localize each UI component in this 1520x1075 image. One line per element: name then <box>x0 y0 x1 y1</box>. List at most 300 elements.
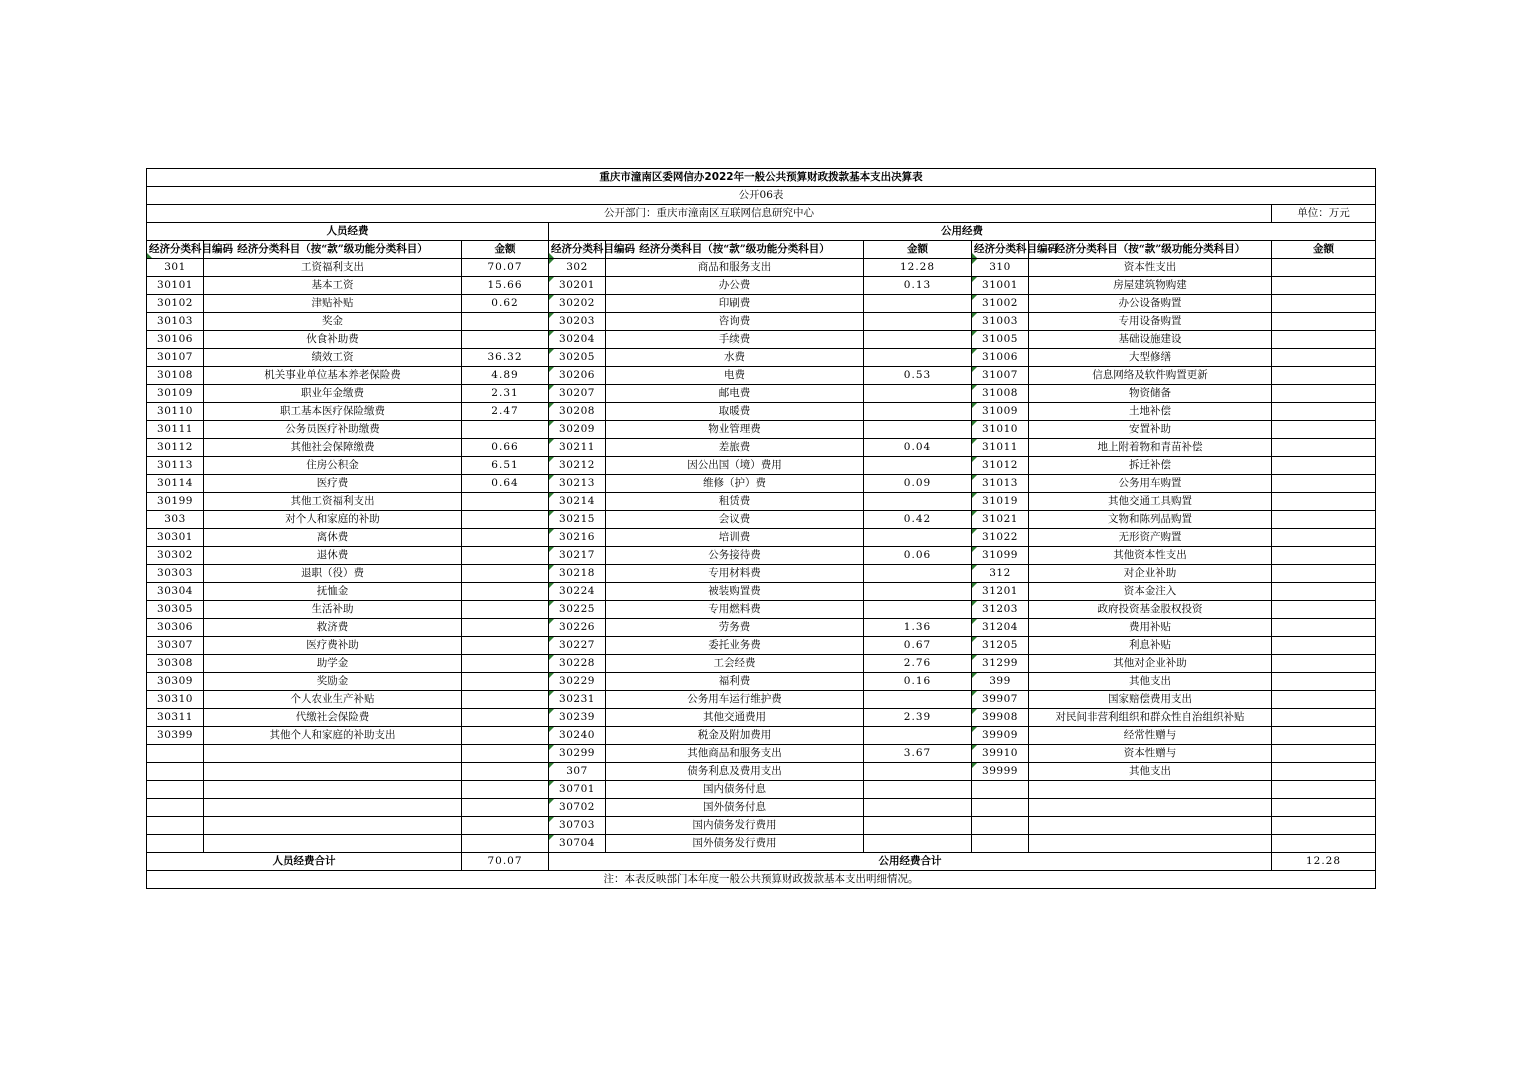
table-row <box>147 817 1376 835</box>
public-total-label: 公用经费合计 <box>549 853 1272 871</box>
amount-cell <box>462 763 549 781</box>
header-code: 经济分类科目编码 <box>549 241 606 259</box>
amount-cell <box>1272 817 1376 835</box>
code-cell: 312 <box>972 565 1029 583</box>
amount-cell <box>1272 583 1376 601</box>
code-cell: 30224 <box>549 583 606 601</box>
code-cell <box>972 835 1029 853</box>
amount-cell <box>462 727 549 745</box>
header-code: 经济分类科目编码 <box>147 241 204 259</box>
table-row <box>147 457 1376 475</box>
name-cell: 商品和服务支出 <box>606 259 864 277</box>
name-cell: 取暖费 <box>606 403 864 421</box>
code-cell: 30311 <box>147 709 204 727</box>
amount-cell <box>462 637 549 655</box>
name-cell: 地上附着物和青苗补偿 <box>1029 439 1272 457</box>
table-row <box>147 493 1376 511</box>
amount-cell <box>1272 457 1376 475</box>
code-cell: 30211 <box>549 439 606 457</box>
code-cell: 30239 <box>549 709 606 727</box>
section-personnel: 人员经费 <box>147 223 549 241</box>
amount-cell: 1.36 <box>864 619 972 637</box>
name-cell: 公务用车购置 <box>1029 475 1272 493</box>
amount-cell <box>462 421 549 439</box>
amount-cell: 0.62 <box>462 295 549 313</box>
code-cell: 31205 <box>972 637 1029 655</box>
code-cell: 31009 <box>972 403 1029 421</box>
code-cell: 31013 <box>972 475 1029 493</box>
code-cell: 30306 <box>147 619 204 637</box>
code-cell: 31021 <box>972 511 1029 529</box>
name-cell: 基础设施建设 <box>1029 331 1272 349</box>
code-cell: 30112 <box>147 439 204 457</box>
code-cell: 30209 <box>549 421 606 439</box>
amount-cell <box>1272 655 1376 673</box>
name-cell <box>204 745 462 763</box>
name-cell: 土地补偿 <box>1029 403 1272 421</box>
code-cell: 30228 <box>549 655 606 673</box>
name-cell: 大型修缮 <box>1029 349 1272 367</box>
amount-cell <box>864 421 972 439</box>
name-cell: 电费 <box>606 367 864 385</box>
amount-cell: 0.06 <box>864 547 972 565</box>
amount-cell <box>1272 367 1376 385</box>
amount-cell: 0.64 <box>462 475 549 493</box>
code-cell <box>147 781 204 799</box>
code-cell: 30207 <box>549 385 606 403</box>
code-cell: 30307 <box>147 637 204 655</box>
amount-cell <box>864 295 972 313</box>
amount-cell <box>864 781 972 799</box>
code-cell: 30202 <box>549 295 606 313</box>
name-cell: 救济费 <box>204 619 462 637</box>
code-cell: 302 <box>549 259 606 277</box>
name-cell: 绩效工资 <box>204 349 462 367</box>
code-cell: 30213 <box>549 475 606 493</box>
name-cell: 资本性赠与 <box>1029 745 1272 763</box>
name-cell: 公务用车运行维护费 <box>606 691 864 709</box>
name-cell: 伙食补助费 <box>204 331 462 349</box>
amount-cell <box>864 727 972 745</box>
amount-cell <box>1272 313 1376 331</box>
code-cell: 31201 <box>972 583 1029 601</box>
code-cell: 30227 <box>549 637 606 655</box>
amount-cell <box>462 817 549 835</box>
amount-cell <box>864 601 972 619</box>
code-cell <box>972 817 1029 835</box>
code-cell: 31010 <box>972 421 1029 439</box>
amount-cell: 2.39 <box>864 709 972 727</box>
code-cell: 31019 <box>972 493 1029 511</box>
code-cell: 307 <box>549 763 606 781</box>
name-cell: 安置补助 <box>1029 421 1272 439</box>
name-cell: 费用补贴 <box>1029 619 1272 637</box>
amount-cell <box>864 349 972 367</box>
amount-cell <box>1272 637 1376 655</box>
header-amount: 金额 <box>1272 241 1376 259</box>
code-cell: 30703 <box>549 817 606 835</box>
name-cell: 津贴补贴 <box>204 295 462 313</box>
amount-cell <box>462 655 549 673</box>
code-cell: 31006 <box>972 349 1029 367</box>
code-cell: 30301 <box>147 529 204 547</box>
code-cell: 30229 <box>549 673 606 691</box>
name-cell: 租赁费 <box>606 493 864 511</box>
name-cell: 邮电费 <box>606 385 864 403</box>
amount-cell <box>462 493 549 511</box>
code-cell: 30309 <box>147 673 204 691</box>
amount-cell <box>1272 835 1376 853</box>
name-cell: 印刷费 <box>606 295 864 313</box>
amount-cell: 0.67 <box>864 637 972 655</box>
amount-cell <box>462 709 549 727</box>
name-cell: 其他支出 <box>1029 673 1272 691</box>
code-cell: 301 <box>147 259 204 277</box>
code-cell: 30240 <box>549 727 606 745</box>
code-cell: 31011 <box>972 439 1029 457</box>
name-cell: 因公出国（境）费用 <box>606 457 864 475</box>
table-row <box>147 691 1376 709</box>
amount-cell <box>1272 799 1376 817</box>
table-row <box>147 421 1376 439</box>
table-row <box>147 835 1376 853</box>
amount-cell: 0.42 <box>864 511 972 529</box>
code-cell: 30109 <box>147 385 204 403</box>
name-cell: 个人农业生产补贴 <box>204 691 462 709</box>
header-name: 经济分类科目（按“款”级功能分类科目） <box>606 241 864 259</box>
amount-cell <box>864 403 972 421</box>
code-cell: 303 <box>147 511 204 529</box>
amount-cell: 0.13 <box>864 277 972 295</box>
code-cell: 30205 <box>549 349 606 367</box>
name-cell: 培训费 <box>606 529 864 547</box>
name-cell: 会议费 <box>606 511 864 529</box>
code-cell <box>972 799 1029 817</box>
code-cell: 31099 <box>972 547 1029 565</box>
name-cell: 退职（役）费 <box>204 565 462 583</box>
code-cell: 399 <box>972 673 1029 691</box>
code-cell: 39999 <box>972 763 1029 781</box>
code-cell: 30106 <box>147 331 204 349</box>
amount-cell <box>1272 745 1376 763</box>
expenditure-table <box>146 168 1376 889</box>
name-cell: 物资储备 <box>1029 385 1272 403</box>
name-cell: 国内债务发行费用 <box>606 817 864 835</box>
amount-cell <box>1272 421 1376 439</box>
section-public: 公用经费 <box>549 223 1376 241</box>
code-cell: 39910 <box>972 745 1029 763</box>
code-cell: 30704 <box>549 835 606 853</box>
amount-cell <box>1272 439 1376 457</box>
name-cell <box>204 817 462 835</box>
code-cell <box>972 781 1029 799</box>
amount-cell <box>1272 511 1376 529</box>
code-cell: 31007 <box>972 367 1029 385</box>
code-cell: 31005 <box>972 331 1029 349</box>
amount-cell: 0.66 <box>462 439 549 457</box>
header-amount: 金额 <box>462 241 549 259</box>
table-row <box>147 727 1376 745</box>
amount-cell <box>864 799 972 817</box>
header-amount: 金额 <box>864 241 972 259</box>
amount-cell <box>864 313 972 331</box>
code-cell: 30101 <box>147 277 204 295</box>
table-row <box>147 367 1376 385</box>
code-cell: 30199 <box>147 493 204 511</box>
code-cell: 30215 <box>549 511 606 529</box>
table-row <box>147 601 1376 619</box>
amount-cell: 6.51 <box>462 457 549 475</box>
name-cell: 房屋建筑物购建 <box>1029 277 1272 295</box>
name-cell: 其他支出 <box>1029 763 1272 781</box>
name-cell: 抚恤金 <box>204 583 462 601</box>
code-cell <box>147 745 204 763</box>
name-cell: 办公费 <box>606 277 864 295</box>
code-cell: 30203 <box>549 313 606 331</box>
name-cell: 办公设备购置 <box>1029 295 1272 313</box>
amount-cell <box>864 385 972 403</box>
code-cell: 31002 <box>972 295 1029 313</box>
amount-cell <box>462 781 549 799</box>
amount-cell <box>462 799 549 817</box>
table-row <box>147 655 1376 673</box>
amount-cell <box>864 457 972 475</box>
amount-cell <box>462 619 549 637</box>
table-row <box>147 709 1376 727</box>
name-cell: 国家赔偿费用支出 <box>1029 691 1272 709</box>
amount-cell <box>864 331 972 349</box>
table-row <box>147 295 1376 313</box>
department-label: 公开部门：重庆市潼南区互联网信息研究中心 <box>147 205 1272 223</box>
name-cell: 物业管理费 <box>606 421 864 439</box>
code-cell: 30302 <box>147 547 204 565</box>
amount-cell <box>1272 349 1376 367</box>
amount-cell <box>462 583 549 601</box>
name-cell: 委托业务费 <box>606 637 864 655</box>
header-name: 经济分类科目（按“款”级功能分类科目） <box>204 241 462 259</box>
name-cell: 其他社会保障缴费 <box>204 439 462 457</box>
code-cell: 30102 <box>147 295 204 313</box>
table-row <box>147 475 1376 493</box>
table-row <box>147 745 1376 763</box>
code-cell: 30108 <box>147 367 204 385</box>
public-total-amount: 12.28 <box>1272 853 1376 871</box>
name-cell: 对企业补助 <box>1029 565 1272 583</box>
name-cell: 国外债务发行费用 <box>606 835 864 853</box>
name-cell: 税金及附加费用 <box>606 727 864 745</box>
code-cell <box>147 835 204 853</box>
table-row <box>147 763 1376 781</box>
amount-cell <box>864 493 972 511</box>
amount-cell: 0.16 <box>864 673 972 691</box>
code-cell: 30103 <box>147 313 204 331</box>
code-cell: 30702 <box>549 799 606 817</box>
code-cell: 30111 <box>147 421 204 439</box>
name-cell <box>204 835 462 853</box>
name-cell: 拆迁补偿 <box>1029 457 1272 475</box>
amount-cell <box>1272 709 1376 727</box>
amount-cell <box>1272 727 1376 745</box>
name-cell <box>1029 835 1272 853</box>
code-cell: 30208 <box>549 403 606 421</box>
amount-cell <box>864 835 972 853</box>
code-cell: 39909 <box>972 727 1029 745</box>
amount-cell: 4.89 <box>462 367 549 385</box>
name-cell: 政府投资基金股权投资 <box>1029 601 1272 619</box>
name-cell: 国外债务付息 <box>606 799 864 817</box>
amount-cell: 0.04 <box>864 439 972 457</box>
code-cell: 30701 <box>549 781 606 799</box>
name-cell: 被装购置费 <box>606 583 864 601</box>
table-row <box>147 511 1376 529</box>
code-cell: 30305 <box>147 601 204 619</box>
name-cell: 对个人和家庭的补助 <box>204 511 462 529</box>
code-cell: 30310 <box>147 691 204 709</box>
name-cell: 劳务费 <box>606 619 864 637</box>
amount-cell <box>462 529 549 547</box>
amount-cell <box>1272 547 1376 565</box>
amount-cell <box>1272 619 1376 637</box>
table-row <box>147 403 1376 421</box>
table-row <box>147 799 1376 817</box>
code-cell: 31204 <box>972 619 1029 637</box>
code-cell: 30113 <box>147 457 204 475</box>
amount-cell <box>1272 565 1376 583</box>
table-row <box>147 529 1376 547</box>
name-cell: 代缴社会保险费 <box>204 709 462 727</box>
code-cell: 30218 <box>549 565 606 583</box>
code-cell: 30308 <box>147 655 204 673</box>
code-cell: 30226 <box>549 619 606 637</box>
code-cell <box>147 799 204 817</box>
code-cell: 30201 <box>549 277 606 295</box>
code-cell: 31003 <box>972 313 1029 331</box>
amount-cell: 15.66 <box>462 277 549 295</box>
amount-cell <box>1272 763 1376 781</box>
code-cell: 30114 <box>147 475 204 493</box>
code-cell: 31008 <box>972 385 1029 403</box>
personnel-total-amount: 70.07 <box>462 853 549 871</box>
form-number: 公开06表 <box>147 187 1376 205</box>
name-cell <box>1029 817 1272 835</box>
name-cell: 专用设备购置 <box>1029 313 1272 331</box>
name-cell: 职业年金缴费 <box>204 385 462 403</box>
code-cell <box>147 763 204 781</box>
code-cell <box>147 817 204 835</box>
name-cell: 对民间非营利组织和群众性自治组织补贴 <box>1029 709 1272 727</box>
code-cell: 30206 <box>549 367 606 385</box>
name-cell: 其他资本性支出 <box>1029 547 1272 565</box>
amount-cell <box>864 817 972 835</box>
amount-cell <box>1272 295 1376 313</box>
name-cell <box>204 799 462 817</box>
amount-cell <box>1272 277 1376 295</box>
amount-cell <box>1272 691 1376 709</box>
name-cell: 维修（护）费 <box>606 475 864 493</box>
name-cell: 文物和陈列品购置 <box>1029 511 1272 529</box>
name-cell <box>204 781 462 799</box>
amount-cell <box>462 673 549 691</box>
name-cell: 工会经费 <box>606 655 864 673</box>
name-cell: 资本金注入 <box>1029 583 1272 601</box>
unit-label: 单位：万元 <box>1272 205 1376 223</box>
code-cell: 30216 <box>549 529 606 547</box>
amount-cell <box>462 313 549 331</box>
amount-cell <box>462 331 549 349</box>
name-cell: 助学金 <box>204 655 462 673</box>
code-cell: 310 <box>972 259 1029 277</box>
amount-cell <box>864 565 972 583</box>
table-row <box>147 619 1376 637</box>
name-cell: 机关事业单位基本养老保险费 <box>204 367 462 385</box>
amount-cell <box>1272 385 1376 403</box>
page-title: 重庆市潼南区委网信办2022年一般公共预算财政拨款基本支出决算表 <box>147 169 1376 187</box>
name-cell: 基本工资 <box>204 277 462 295</box>
code-cell: 30299 <box>549 745 606 763</box>
table-row <box>147 583 1376 601</box>
name-cell: 专用材料费 <box>606 565 864 583</box>
name-cell: 其他对企业补助 <box>1029 655 1272 673</box>
name-cell: 其他交通工具购置 <box>1029 493 1272 511</box>
code-cell: 30399 <box>147 727 204 745</box>
name-cell <box>1029 799 1272 817</box>
amount-cell <box>1272 331 1376 349</box>
table-row <box>147 547 1376 565</box>
amount-cell <box>1272 259 1376 277</box>
name-cell: 差旅费 <box>606 439 864 457</box>
amount-cell <box>462 835 549 853</box>
name-cell: 经常性赠与 <box>1029 727 1272 745</box>
code-cell: 30304 <box>147 583 204 601</box>
amount-cell: 0.53 <box>864 367 972 385</box>
table-row <box>147 781 1376 799</box>
name-cell: 咨询费 <box>606 313 864 331</box>
amount-cell <box>864 691 972 709</box>
name-cell: 专用燃料费 <box>606 601 864 619</box>
amount-cell <box>462 691 549 709</box>
name-cell: 工资福利支出 <box>204 259 462 277</box>
table-row <box>147 313 1376 331</box>
amount-cell <box>864 529 972 547</box>
name-cell: 福利费 <box>606 673 864 691</box>
code-cell: 30231 <box>549 691 606 709</box>
amount-cell <box>462 511 549 529</box>
personnel-total-label: 人员经费合计 <box>147 853 462 871</box>
name-cell: 退休费 <box>204 547 462 565</box>
name-cell: 其他个人和家庭的补助支出 <box>204 727 462 745</box>
amount-cell <box>864 763 972 781</box>
code-cell: 31203 <box>972 601 1029 619</box>
code-cell: 39907 <box>972 691 1029 709</box>
amount-cell <box>864 583 972 601</box>
amount-cell <box>1272 601 1376 619</box>
name-cell: 奖金 <box>204 313 462 331</box>
amount-cell <box>462 745 549 763</box>
amount-cell: 2.31 <box>462 385 549 403</box>
amount-cell <box>462 601 549 619</box>
amount-cell <box>1272 673 1376 691</box>
amount-cell <box>1272 781 1376 799</box>
header-code: 经济分类科目编码 <box>972 241 1029 259</box>
name-cell: 资本性支出 <box>1029 259 1272 277</box>
name-cell <box>1029 781 1272 799</box>
code-cell: 31299 <box>972 655 1029 673</box>
name-cell <box>204 763 462 781</box>
code-cell: 30217 <box>549 547 606 565</box>
table-note: 注：本表反映部门本年度一般公共预算财政拨款基本支出明细情况。 <box>147 871 1376 889</box>
name-cell: 公务接待费 <box>606 547 864 565</box>
table-row <box>147 637 1376 655</box>
